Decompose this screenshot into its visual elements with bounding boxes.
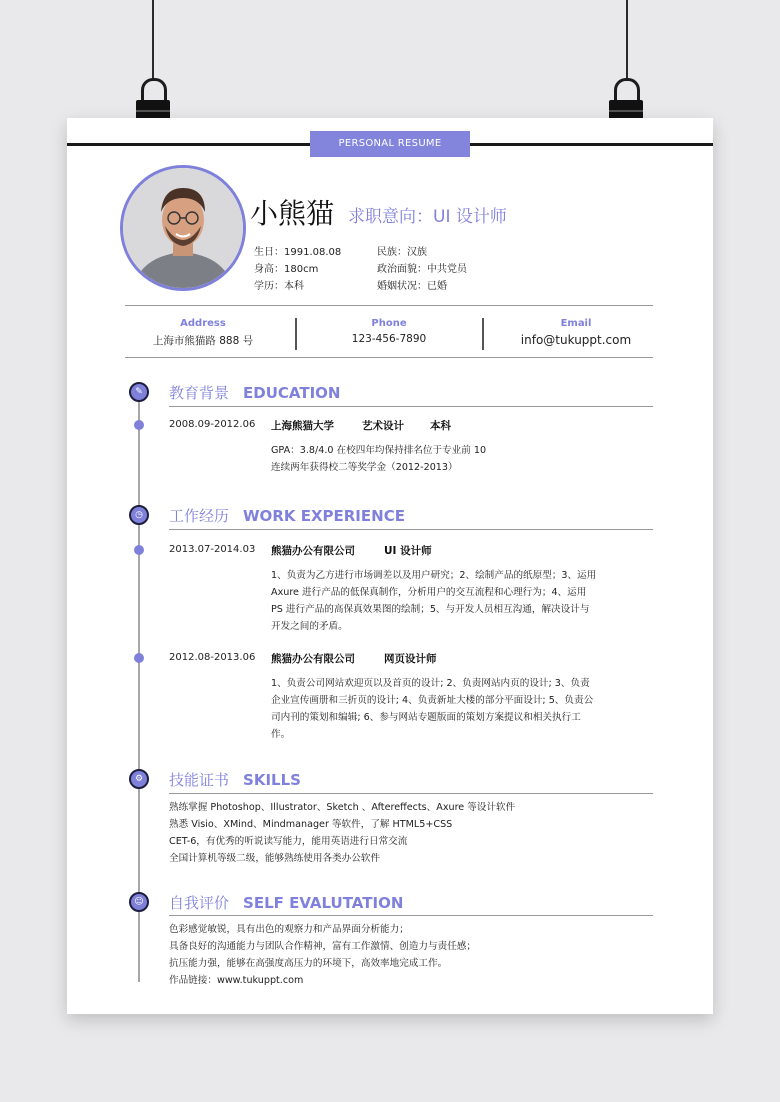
info-marital: 婚姻状况：已婚 <box>377 281 447 292</box>
education-rule <box>169 406 653 407</box>
education-line: GPA：3.8/4.0 在校四年均保持排名位于专业前 10 <box>271 445 487 456</box>
work-title <box>169 505 405 526</box>
phone-value: 123-456-7890 <box>351 333 427 345</box>
gear-icon: ⚙ <box>129 769 149 789</box>
job-date: 2013.07-2014.03 <box>169 544 256 555</box>
job-line: 1、负责公司网站欢迎页以及首页的设计; 2、负责网站内页的设计; 3、负责 <box>271 678 590 689</box>
info-ethnicity: 民族：汉族 <box>377 247 427 258</box>
job-intent: 求职意向：UI 设计师 <box>348 207 507 227</box>
job-line: 企业宣传画册和三折页的设计; 4、负责新址大楼的部分平面设计; 5、负责公 <box>271 695 594 706</box>
pencil-icon: ✎ <box>129 382 149 402</box>
education-date: 2008.09-2012.06 <box>169 419 256 430</box>
job-role: UI 设计师 <box>384 545 432 557</box>
candidate-name: 小熊猫 <box>250 197 335 230</box>
job-line: Axure 进行产品的低保真制作，分析用户的交互流程和心理行为；4、运用 <box>271 587 587 598</box>
education-school: 上海熊猫大学 <box>271 420 334 432</box>
job-line: 1、负责为乙方进行市场调差以及用户研究；2、绘制产品的纸原型；3、运用 <box>271 570 597 581</box>
work-title-en: WORK EXPERIENCE <box>243 507 405 525</box>
clock-icon: ◷ <box>129 505 149 525</box>
portfolio-link[interactable]: 作品链接：www.tukuppt.com <box>169 975 304 986</box>
contact-email <box>491 318 661 347</box>
address-value: 上海市熊猫路 888 号 <box>152 335 254 347</box>
timeline-dot <box>134 653 144 663</box>
job-description <box>271 567 661 635</box>
self-line: 具备良好的沟通能力与团队合作精神，富有工作激情、创造力与责任感； <box>169 941 476 952</box>
avatar <box>120 165 246 291</box>
contact-top-rule <box>125 305 653 306</box>
education-title <box>169 382 340 403</box>
job-line: PS 进行产品的高保真效果图的绘制；5、与开发人员相互沟通，解决设计与 <box>271 604 590 615</box>
timeline-dot <box>134 420 144 430</box>
job-line: 作。 <box>271 729 291 740</box>
skills-list <box>169 799 659 867</box>
info-politics: 政治面貌：中共党员 <box>377 264 467 275</box>
info-height: 身高：180cm <box>254 264 319 275</box>
email-value: info@tukuppt.com <box>520 333 632 347</box>
info-birth: 生日：1991.08.08 <box>254 247 342 258</box>
contact-address <box>118 318 288 348</box>
education-title-en: EDUCATION <box>243 384 341 402</box>
education-major: 艺术设计 <box>362 420 404 432</box>
self-evaluation <box>169 921 659 989</box>
contact-divider <box>295 318 297 350</box>
resume-badge: PERSONAL RESUME <box>310 131 470 157</box>
job-line: 司内刊的策划和编辑; 6、参与网站专题版面的策划方案提议和相关执行工 <box>271 712 581 723</box>
skills-title <box>169 769 301 790</box>
info-education: 学历：本科 <box>254 281 304 292</box>
job-company: 熊猫办公有限公司 <box>271 653 355 665</box>
skills-title-en: SKILLS <box>243 771 301 789</box>
skill-line: CET-6，有优秀的听说读写能力，能用英语进行日常交流 <box>169 836 408 847</box>
contact-divider <box>482 318 484 350</box>
job-company: 熊猫办公有限公司 <box>271 545 355 557</box>
job-line: 开发之间的矛盾。 <box>271 621 348 632</box>
education-title-cn: 教育背景 <box>169 384 230 402</box>
resume-paper <box>67 118 713 1014</box>
self-title-cn: 自我评价 <box>169 894 230 912</box>
skill-line: 全国计算机等级二级，能够熟练使用各类办公软件 <box>169 853 381 864</box>
self-line: 抗压能力强，能够在高强度高压力的环境下，高效率地完成工作。 <box>169 958 448 969</box>
self-rule <box>169 915 653 916</box>
job-description <box>271 675 661 743</box>
phone-label: Phone <box>371 318 407 329</box>
work-title-cn: 工作经历 <box>169 507 230 525</box>
self-title <box>169 892 403 913</box>
self-line: 色彩感觉敏锐，具有出色的观察力和产品界面分析能力； <box>169 924 409 935</box>
timeline-dot <box>134 545 144 555</box>
contact-phone <box>304 318 474 345</box>
self-title-en: SELF EVALUTATION <box>243 894 404 912</box>
hanging-wire-right <box>626 0 628 80</box>
education-line: 连续两年获得校二等奖学金（2012-2013） <box>271 462 458 473</box>
job-role: 网页设计师 <box>384 653 437 665</box>
work-rule <box>169 529 653 530</box>
education-degree: 本科 <box>430 420 451 432</box>
address-label: Address <box>180 318 226 329</box>
skill-line: 熟练掌握 Photoshop、Illustrator、Sketch 、Aftereffects、Axure 等设计软件 <box>169 802 516 813</box>
job-date: 2012.08-2013.06 <box>169 652 256 663</box>
skills-title-cn: 技能证书 <box>169 771 230 789</box>
email-label: Email <box>560 318 592 329</box>
education-details <box>271 442 661 476</box>
skills-rule <box>169 793 653 794</box>
skill-line: 熟悉 Visio、XMind、Mindmanager 等软件，了解 HTML5+CSS <box>169 819 453 830</box>
smile-icon: ☺ <box>129 892 149 912</box>
hanging-wire-left <box>152 0 154 80</box>
contact-bottom-rule <box>125 357 653 358</box>
